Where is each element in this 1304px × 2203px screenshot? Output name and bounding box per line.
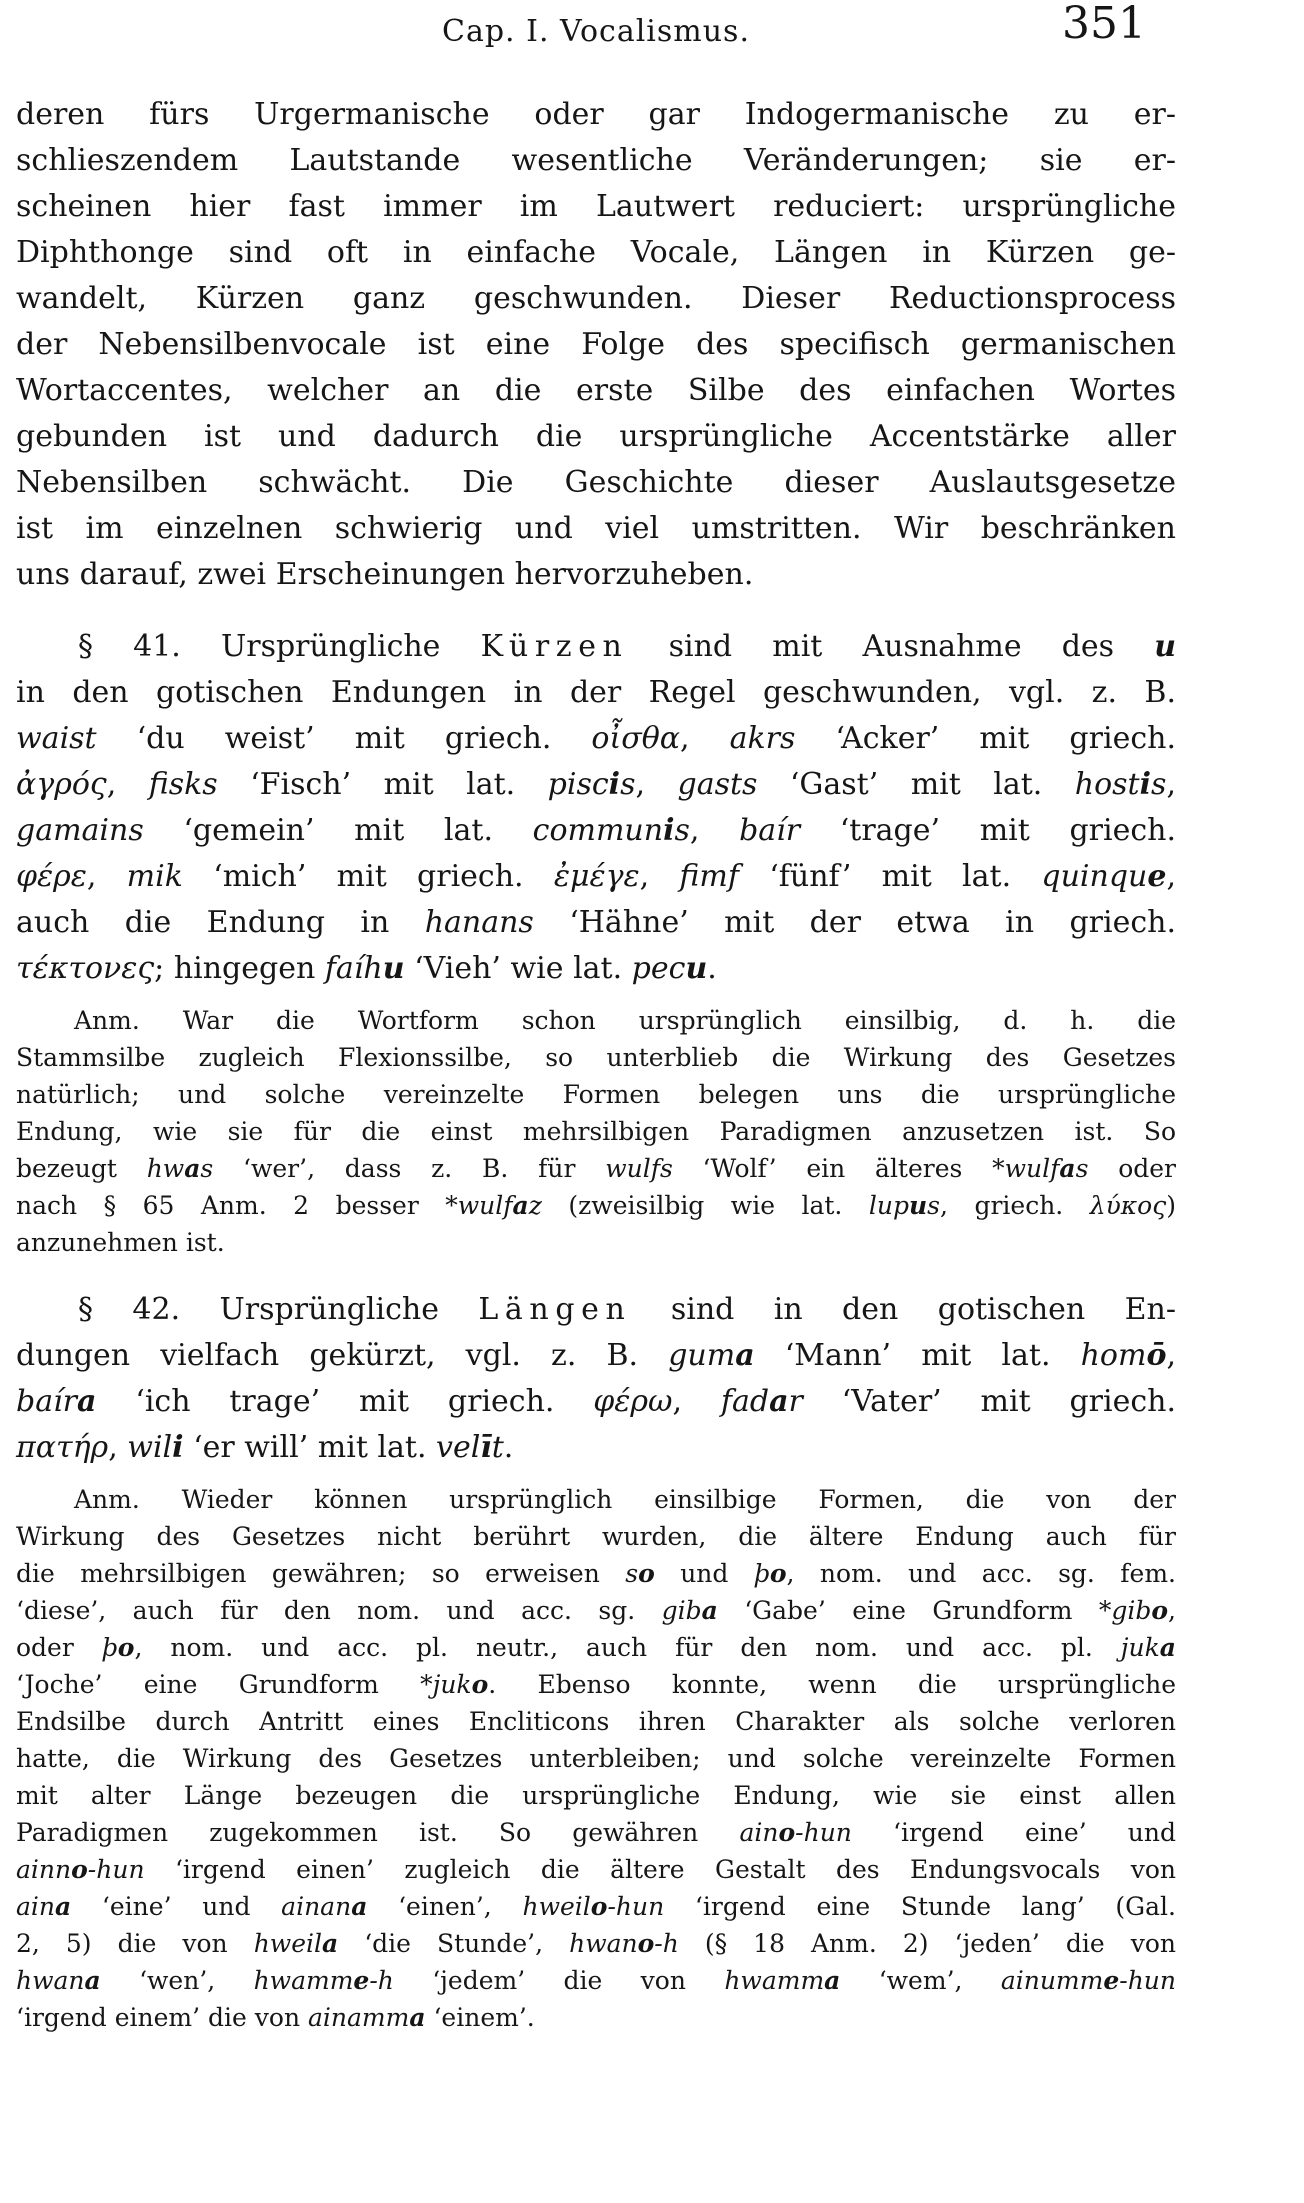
text-segment: o — [637, 1929, 655, 1958]
text-segment: , — [639, 859, 680, 894]
text-line — [16, 1518, 1176, 1555]
text-segment: s — [674, 813, 690, 848]
text-segment: i — [1139, 767, 1152, 802]
text-segment: τέκτονες — [16, 951, 155, 986]
text-segment: scheinen hier fast immer im Lautwert reduciert: ursprüngliche — [16, 189, 1176, 224]
text-segment: faíh — [324, 951, 383, 986]
text-segment: hanans — [424, 905, 534, 940]
text-line — [16, 1777, 1176, 1814]
text-segment: gebunden ist und dadurch die ursprüngliche Accentstärke aller — [16, 419, 1176, 454]
text-line — [16, 1039, 1176, 1076]
text-segment: hweil — [522, 1892, 591, 1921]
text-segment: o — [778, 1818, 796, 1847]
text-segment: ) — [1166, 1191, 1176, 1220]
text-segment: ‘wer’, dass z. B. für — [213, 1154, 606, 1183]
text-segment: , — [86, 859, 127, 894]
text-segment: *gib — [1098, 1596, 1152, 1625]
text-segment: , nom. und acc. sg. fem. — [786, 1559, 1176, 1588]
text-segment: i — [608, 767, 621, 802]
text-line — [16, 1555, 1176, 1592]
text-line — [16, 854, 1176, 900]
text-segment: -hun — [87, 1855, 145, 1884]
text-segment: Diphthonge sind oft in einfache Vocale, Längen in Kürzen ge- — [16, 235, 1176, 270]
text-segment: e — [1147, 859, 1167, 894]
text-line — [16, 1999, 1176, 2036]
text-line — [16, 1925, 1176, 1962]
text-line — [16, 762, 1176, 808]
text-line — [16, 1425, 1176, 1471]
paragraph-anm-41 — [16, 1002, 1176, 1261]
paragraph-anm-42 — [16, 1481, 1176, 2036]
text-line — [16, 1592, 1176, 1629]
text-line — [16, 670, 1176, 716]
text-segment: s — [1151, 767, 1167, 802]
text-segment: *juk — [420, 1670, 472, 1699]
paragraph-intro — [16, 92, 1176, 598]
text-line — [16, 946, 1176, 992]
text-segment: o — [590, 1892, 608, 1921]
text-segment: ‘mich’ mit griech. — [182, 859, 554, 894]
text-line — [16, 1888, 1176, 1925]
text-segment: hw — [146, 1154, 185, 1183]
text-segment: i — [663, 813, 675, 848]
text-segment: ‘irgend eine Stunde lang’ (Gal. — [664, 1892, 1176, 1921]
text-line — [16, 414, 1176, 460]
text-segment: i — [172, 1430, 184, 1465]
text-line — [16, 900, 1176, 946]
text-segment: ‘er will’ mit lat. — [183, 1430, 437, 1465]
text-line — [16, 716, 1176, 762]
text-segment: ist im einzelnen schwierig und viel umstritten. Wir beschränken — [16, 511, 1176, 546]
text-segment: a — [351, 1892, 368, 1921]
text-segment: . Ebenso konnte, wenn die ursprüngliche — [488, 1670, 1176, 1699]
text-line — [16, 552, 1176, 598]
text-segment: auch die Endung in — [16, 905, 425, 940]
text-segment: lup — [868, 1191, 909, 1220]
text-segment: e — [353, 1966, 370, 1995]
text-segment: a — [769, 1384, 789, 1419]
text-line — [16, 1481, 1176, 1518]
text-segment: ‘du weist’ mit griech. — [96, 721, 592, 756]
text-segment: ain — [16, 1892, 56, 1921]
text-segment: ἀγρός — [16, 767, 107, 802]
text-segment: baír — [16, 1384, 78, 1419]
text-line — [16, 1333, 1176, 1379]
text-segment: u — [685, 951, 708, 986]
text-segment: -h — [369, 1966, 394, 1995]
text-segment: ainn — [16, 1855, 72, 1884]
text-segment: ō — [1146, 1338, 1167, 1373]
text-segment: , — [680, 721, 730, 756]
text-segment: a — [184, 1154, 201, 1183]
text-segment: a — [55, 1892, 72, 1921]
text-segment: r — [788, 1384, 803, 1419]
text-segment: deren fürs Urgermanische oder gar Indogermanische zu er- — [16, 97, 1176, 132]
text-segment: ‘diese’, auch für den nom. und acc. sg. — [16, 1596, 662, 1625]
text-segment: bezeugt — [16, 1154, 147, 1183]
text-segment: hwamm — [253, 1966, 354, 1995]
text-line — [16, 1851, 1176, 1888]
text-segment: oder — [16, 1633, 102, 1662]
text-segment: ‘wen’, — [100, 1966, 254, 1995]
text-segment: oder — [1088, 1154, 1176, 1183]
text-segment: (§ 18 Anm. 2) ‘jeden’ die von — [678, 1929, 1176, 1958]
text-segment: ‘fünf’ mit lat. — [738, 859, 1042, 894]
text-segment: , griech. — [940, 1191, 1090, 1220]
text-segment: mit alter Länge bezeugen die ursprüngliche Endung, wie sie einst allen — [16, 1781, 1176, 1810]
text-segment: *wulf — [445, 1191, 513, 1220]
text-segment: ‘jedem’ die von — [393, 1966, 725, 1995]
text-segment: ain — [739, 1818, 779, 1847]
text-segment: ainumm — [1000, 1966, 1104, 1995]
text-segment: dungen vielfach gekürzt, vgl. z. B. — [16, 1338, 669, 1373]
text-segment: ‘einem’. — [425, 2003, 535, 2032]
text-segment: der Nebensilbenvocale ist eine Folge des specifisch germanischen — [16, 327, 1176, 362]
text-line — [16, 624, 1176, 670]
text-line — [16, 1150, 1176, 1187]
text-segment: sind mit Ausnahme des — [628, 629, 1155, 664]
text-segment: ‘einen’, — [367, 1892, 523, 1921]
text-line — [16, 138, 1176, 184]
text-segment: nach § 65 Anm. 2 besser — [16, 1191, 446, 1220]
text-segment: a — [1059, 1154, 1076, 1183]
text-segment: hom — [1080, 1338, 1147, 1373]
text-segment: Anm. Wieder können ursprünglich einsilbige Formen, die von der — [74, 1485, 1176, 1514]
text-segment: § 41. Ursprüngliche — [78, 629, 481, 664]
text-line — [16, 1740, 1176, 1777]
text-segment: ‘Joche’ eine Grundform — [16, 1670, 421, 1699]
text-line — [16, 1703, 1176, 1740]
text-segment: wil — [127, 1430, 173, 1465]
text-segment: ‘Vieh’ wie lat. — [404, 951, 632, 986]
text-segment: *wulf — [992, 1154, 1060, 1183]
text-segment: , — [635, 767, 678, 802]
text-segment: Stammsilbe zugleich Flexionssilbe, so unterblieb die Wirkung des Gesetzes — [16, 1043, 1176, 1072]
text-segment: φέρε — [16, 859, 87, 894]
text-line — [16, 1814, 1176, 1851]
text-segment: o — [1151, 1596, 1169, 1625]
text-segment: ‘ich trage’ mit griech. — [96, 1384, 594, 1419]
text-segment: z — [528, 1191, 542, 1220]
running-title: Cap. I. Vocalismus. — [442, 14, 750, 49]
text-segment: natürlich; und solche vereinzelte Formen belegen uns die ursprüngliche — [16, 1080, 1176, 1109]
text-segment: , — [1168, 1596, 1176, 1625]
text-segment: mik — [126, 859, 183, 894]
text-segment: , — [108, 1430, 128, 1465]
text-segment: a — [84, 1966, 101, 1995]
text-segment: in den gotischen Endungen in der Regel geschwunden, vgl. z. B. — [16, 675, 1176, 710]
text-segment: ‘die Stunde’, — [338, 1929, 570, 1958]
text-line — [16, 1379, 1176, 1425]
text-segment: , nom. und acc. pl. neutr., auch für den nom. und acc. pl. — [134, 1633, 1121, 1662]
text-segment: hwan — [16, 1966, 85, 1995]
text-segment: ‘Gabe’ eine Grundform — [717, 1596, 1099, 1625]
text-segment: die mehrsilbigen gewähren; so erweisen — [16, 1559, 626, 1588]
text-segment: schlieszendem Lautstande wesentliche Veränderungen; sie er- — [16, 143, 1176, 178]
text-segment: s — [927, 1191, 941, 1220]
text-segment: þ — [753, 1559, 770, 1588]
text-line — [16, 1002, 1176, 1039]
text-segment: ἐμέγε — [553, 859, 640, 894]
text-line — [16, 1113, 1176, 1150]
text-segment: ‘Gast’ mit lat. — [757, 767, 1075, 802]
text-segment: Kürzen — [480, 629, 629, 664]
text-segment: fisks — [148, 767, 218, 802]
text-segment: Paradigmen zugekommen ist. So gewähren — [16, 1818, 740, 1847]
text-segment: u — [382, 951, 405, 986]
text-line — [16, 1224, 1176, 1261]
text-segment: o — [471, 1670, 489, 1699]
text-segment: akrs — [729, 721, 796, 756]
text-segment: a — [322, 1929, 339, 1958]
text-segment: ‘irgend einen’ zugleich die ältere Gestalt des Endungsvocals von — [144, 1855, 1176, 1884]
text-line — [16, 322, 1176, 368]
paragraph-section-42 — [16, 1287, 1176, 1471]
text-segment: hweil — [253, 1929, 322, 1958]
text-segment: Längen — [478, 1292, 632, 1327]
text-segment: quinqu — [1041, 859, 1148, 894]
text-segment: ‘Hähne’ mit der etwa in griech. — [533, 905, 1176, 940]
text-segment: pec — [631, 951, 686, 986]
text-segment: ainamm — [308, 2003, 410, 2032]
text-segment: -h — [654, 1929, 679, 1958]
text-segment: a — [409, 2003, 426, 2032]
text-line — [16, 1629, 1176, 1666]
text-line — [16, 184, 1176, 230]
text-segment: anzunehmen ist. — [16, 1228, 225, 1257]
text-line — [16, 1666, 1176, 1703]
text-segment: s — [625, 1559, 639, 1588]
text-line — [16, 1076, 1176, 1113]
text-segment: ainan — [281, 1892, 352, 1921]
text-segment: ‘irgend einem’ die von — [16, 2003, 308, 2032]
text-segment: -hun — [1119, 1966, 1177, 1995]
text-segment: ; hingegen — [154, 951, 325, 986]
text-line — [16, 368, 1176, 414]
text-segment: ī — [480, 1430, 492, 1465]
text-segment: a — [1159, 1633, 1176, 1662]
text-segment: o — [117, 1633, 135, 1662]
text-line — [16, 1962, 1176, 1999]
text-segment: und — [654, 1559, 754, 1588]
text-segment: a — [512, 1191, 529, 1220]
text-segment: e — [1103, 1966, 1120, 1995]
text-segment: οἶσθα — [591, 721, 681, 756]
text-body — [16, 92, 1176, 2036]
text-segment: gum — [668, 1338, 736, 1373]
text-line — [16, 808, 1176, 854]
text-segment: commun — [532, 813, 664, 848]
text-segment: -hun — [607, 1892, 665, 1921]
text-segment: , — [1166, 1338, 1177, 1373]
text-line — [16, 460, 1176, 506]
text-segment: uns darauf, zwei Erscheinungen hervorzuheben. — [16, 557, 754, 592]
text-segment: λύκος — [1089, 1191, 1167, 1220]
text-line — [16, 92, 1176, 138]
text-segment: ‘trage’ mit griech. — [800, 813, 1176, 848]
text-segment: , — [106, 767, 149, 802]
text-segment: s — [200, 1154, 214, 1183]
text-segment: ‘Vater’ mit griech. — [802, 1384, 1176, 1419]
text-segment: vel — [436, 1430, 481, 1465]
text-segment: . — [707, 951, 717, 986]
text-segment: , — [1166, 859, 1176, 894]
text-segment: host — [1074, 767, 1140, 802]
text-segment: a — [77, 1384, 97, 1419]
text-segment: ‘gemein’ mit lat. — [143, 813, 533, 848]
text-segment: Wirkung des Gesetzes nicht berührt wurden, die ältere Endung auch für — [16, 1522, 1176, 1551]
text-segment: gamains — [16, 813, 144, 848]
text-segment: , — [689, 813, 740, 848]
text-segment: Wortaccentes, welcher an die erste Silbe des einfachen Wortes — [16, 373, 1176, 408]
text-segment: ‘Acker’ mit griech. — [795, 721, 1176, 756]
paragraph-section-41 — [16, 624, 1176, 992]
text-segment: gib — [661, 1596, 702, 1625]
text-segment: sind in den gotischen En- — [631, 1292, 1177, 1327]
text-segment: a — [735, 1338, 755, 1373]
page-number: 351 — [1062, 0, 1146, 49]
text-segment: o — [638, 1559, 655, 1588]
text-segment: πατήρ — [16, 1430, 109, 1465]
text-segment: ‘Mann’ mit lat. — [754, 1338, 1081, 1373]
text-segment: fimf — [679, 859, 739, 894]
text-segment: o — [769, 1559, 787, 1588]
text-segment: 2, 5) die von — [16, 1929, 254, 1958]
text-segment: ‘eine’ und — [71, 1892, 282, 1921]
text-segment: (zweisilbig wie lat. — [541, 1191, 869, 1220]
text-segment: hwamm — [724, 1966, 825, 1995]
text-segment: § 42. Ursprüngliche — [78, 1292, 479, 1327]
text-line — [16, 1187, 1176, 1224]
text-segment: a — [824, 1966, 841, 1995]
text-line — [16, 506, 1176, 552]
text-segment: baír — [739, 813, 801, 848]
page-header — [0, 0, 1304, 60]
text-segment: wulfs — [605, 1154, 673, 1183]
text-segment: φέρω — [593, 1384, 673, 1419]
text-segment: u — [908, 1191, 928, 1220]
text-segment: t — [491, 1430, 504, 1465]
text-segment: juk — [1120, 1633, 1160, 1662]
text-segment: ‘Wolf’ ein älteres — [672, 1154, 993, 1183]
text-segment: hatte, die Wirkung des Gesetzes unterbleiben; und solche vereinzelte Formen — [16, 1744, 1176, 1773]
text-segment: ‘irgend eine’ und — [851, 1818, 1176, 1847]
text-segment: hwan — [569, 1929, 638, 1958]
text-line — [16, 230, 1176, 276]
text-segment: wandelt, Kürzen ganz geschwunden. Dieser Reductionsprocess — [16, 281, 1176, 316]
text-segment: ‘wem’, — [840, 1966, 1001, 1995]
text-segment: waist — [16, 721, 97, 756]
text-segment: u — [1154, 629, 1177, 664]
text-segment: Endsilbe durch Antritt eines Encliticons ihren Charakter als solche verloren — [16, 1707, 1176, 1736]
text-segment: gasts — [677, 767, 758, 802]
text-segment: . — [503, 1430, 514, 1465]
text-segment: o — [71, 1855, 88, 1884]
text-segment: þ — [101, 1633, 118, 1662]
text-segment: , — [1166, 767, 1176, 802]
text-segment: ‘Fisch’ mit lat. — [217, 767, 548, 802]
text-segment: s — [620, 767, 636, 802]
text-segment: -hun — [795, 1818, 852, 1847]
text-segment: , — [672, 1384, 721, 1419]
text-segment: s — [1075, 1154, 1089, 1183]
text-line — [16, 276, 1176, 322]
text-line — [16, 1287, 1176, 1333]
text-segment: Anm. War die Wortform schon ursprünglich einsilbig, d. h. die — [74, 1006, 1176, 1035]
text-segment: a — [701, 1596, 718, 1625]
text-segment: fad — [720, 1384, 770, 1419]
text-segment: Endung, wie sie für die einst mehrsilbigen Paradigmen anzusetzen ist. So — [16, 1117, 1176, 1146]
text-segment: pisc — [547, 767, 609, 802]
text-segment: Nebensilben schwächt. Die Geschichte dieser Auslautsgesetze — [16, 465, 1176, 500]
